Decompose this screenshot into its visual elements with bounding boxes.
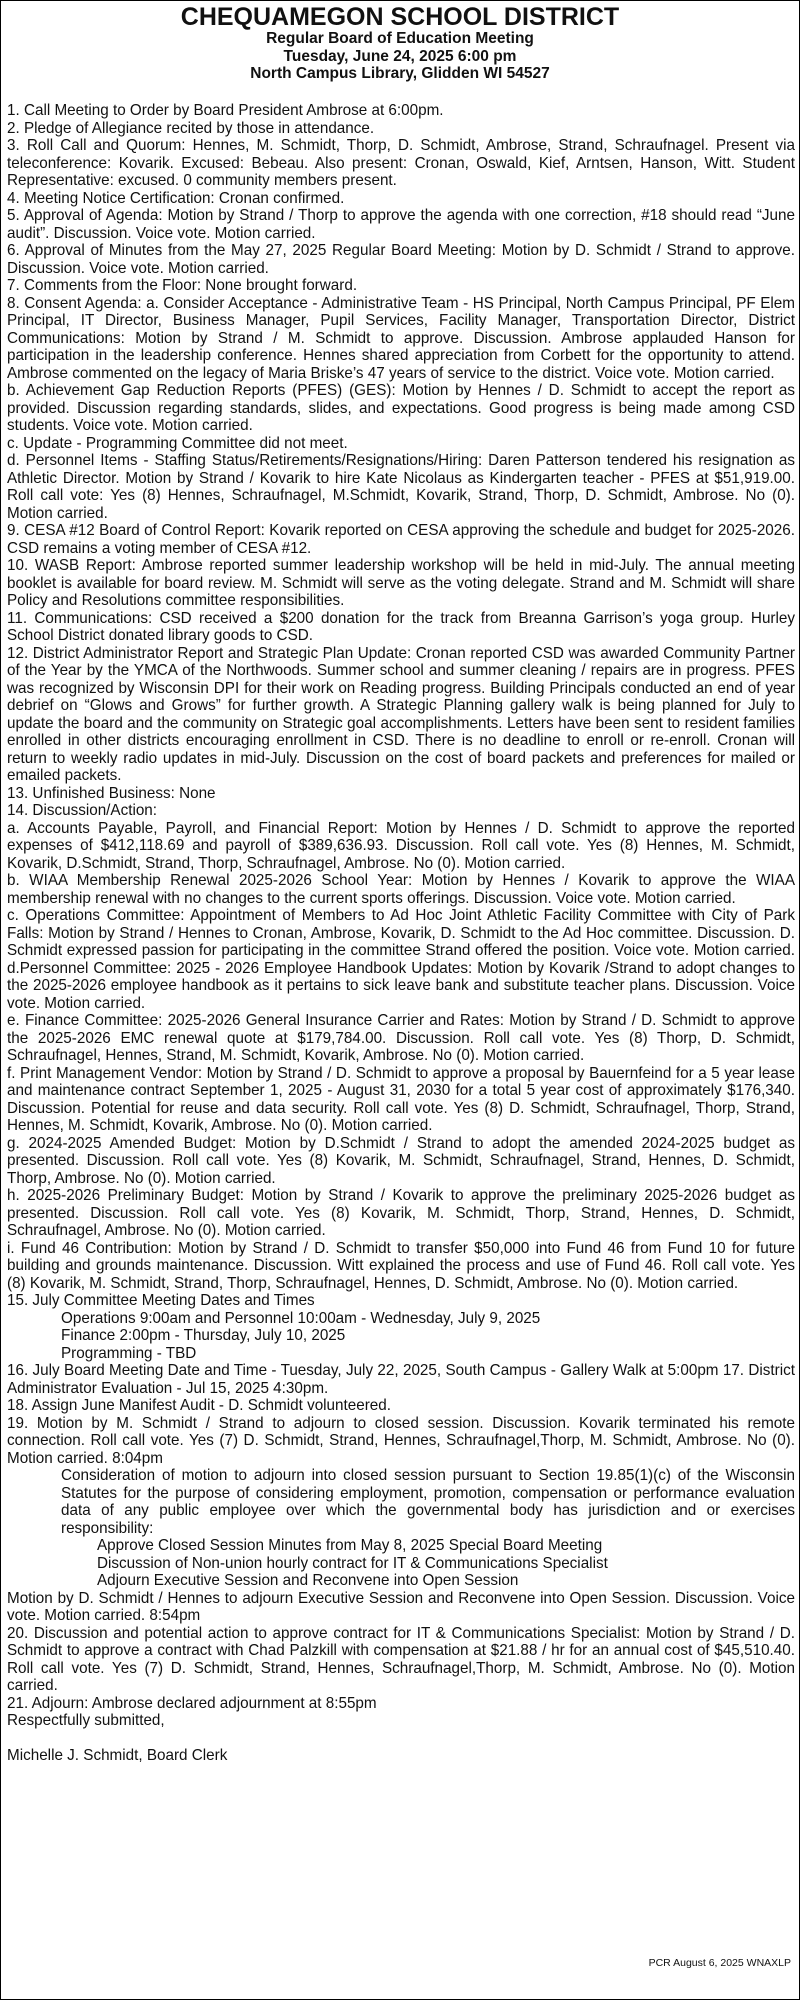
item-5: 5. Approval of Agenda: Motion by Strand / Thorp to approve the agenda with one correction, #18 should read “June audit”. Discussion. Voice vote. Motion carried. xyxy=(7,207,795,242)
district-title: CHEQUAMEGON SCHOOL DISTRICT xyxy=(180,3,620,31)
item-14g: g. 2024-2025 Amended Budget: Motion by D.Schmidt / Strand to adopt the amended 2024-2025 budget as presented. Discussion. Roll call vote. Yes (8) Kovarik, M. Schmidt, Schraufnagel, Strand, Hennes, D. Schmidt, Thorp, Ambrose. No (0). Motion carried. xyxy=(7,1134,795,1187)
item-15-finance: Finance 2:00pm - Thursday, July 10, 2025 xyxy=(61,1327,346,1344)
item-15: 15. July Committee Meeting Dates and Times xyxy=(7,1292,315,1309)
meeting-subtitle: Regular Board of Education Meeting xyxy=(266,30,534,47)
meeting-location: North Campus Library, Glidden WI 54527 xyxy=(250,65,550,82)
item-14: 14. Discussion/Action: xyxy=(7,802,158,819)
spacer xyxy=(7,1730,795,1748)
item-14c: c. Operations Committee: Appointment of Members to Ad Hoc Joint Athletic Facility Committee with City of Park Falls: Motion by Strand / Hennes to Cronan, Ambrose, Kovarik, D. Schmidt to the Ad Hoc committee. Discussion. D. Schmidt expressed passion for participating in the committee Strand offered the position. Voice vote. Motion carried. d.Personnel Committee: 2025 - 2026 Employee Handbook Updates: Motion by Kovarik /Strand to adopt changes to the 2025-2026 employee handbook as it pertains to sick leave bank and substitute teacher plans. Discussion. Voice vote. Motion carried. xyxy=(7,907,795,1012)
item-21: 21. Adjourn: Ambrose declared adjournment at 8:55pm xyxy=(7,1694,377,1712)
item-1: 1. Call Meeting to Order by Board President Ambrose at 6:00pm. xyxy=(7,102,444,119)
item-14i: i. Fund 46 Contribution: Motion by Strand / D. Schmidt to transfer $50,000 into Fund 46 from Fund 10 for future building and grounds maintenance. Discussion. Witt explained the process and use of Fund 46. Roll call vote. Yes (8) Kovarik, M. Schmidt, Strand, Thorp, Schraufnagel, Hennes, D. Schmidt, Ambrose. No (0). Motion carried. xyxy=(7,1239,795,1292)
notice-header xyxy=(1,1,799,83)
item-14e: e. Finance Committee: 2025-2026 General Insurance Carrier and Rates: Motion by Strand / D. Schmidt to approve the 2025-2026 EMC renewal quote at $179,784.00. Discussion. Roll call vote. Yes (8) Thorp, D. Schmidt, Schraufnagel, Hennes, Strand, M. Schmidt, Kovarik, Ambrose. No (0). Motion carried. xyxy=(7,1012,795,1064)
item-13: 13. Unfinished Business: None xyxy=(7,784,216,802)
item-4: 4. Meeting Notice Certification: Cronan confirmed. xyxy=(7,189,345,207)
item-7: 7. Comments from the Floor: None brought forward. xyxy=(7,277,358,294)
item-6: 6. Approval of Minutes from the May 27, 2025 Regular Board Meeting: Motion by D. Schmidt / Strand to approve. Discussion. Voice vote. Motion carried. xyxy=(7,242,795,277)
item-8b: b. Achievement Gap Reduction Reports (PFES) (GES): Motion by Hennes / D. Schmidt to accept the report as provided. Discussion regarding standards, slides, and expectations. Good progress is being made among CSD students. Voice vote. Motion carried. xyxy=(7,382,795,434)
item-10: 10. WASB Report: Ambrose reported summer leadership workshop will be held in mid-July. The annual meeting booklet is available for board review. M. Schmidt will serve as the voting delegate. Strand and M. Schmidt will share Policy and Resolutions committee responsibilities. xyxy=(7,557,795,609)
item-8d: d. Personnel Items - Staffing Status/Retirements/Resignations/Hiring: Daren Patterson tendered his resignation as Athletic Director. Motion by Strand / Kovarik to hire Kate Nicolaus as Kindergarten teacher - PFES at $51,919.00. Roll call vote: Yes (8) Hennes, Schraufnagel, M.Schmidt, Kovarik, Strand, Thorp, D. Schmidt, Ambrose. No (0). Motion carried. xyxy=(7,452,795,522)
item-15-programming: Programming - TBD xyxy=(61,1344,197,1362)
item-19-agenda-3: Adjourn Executive Session and Reconvene into Open Session xyxy=(97,1572,519,1589)
item-3: 3. Roll Call and Quorum: Hennes, M. Schmidt, Thorp, D. Schmidt, Ambrose, Strand, Schraufnagel. Present via teleconference: Kovarik. Excused: Bebeau. Also present: Cronan, Oswald, Kief, Arntsen, Hanson, Witt. Student Representative: excused. 0 community members present. xyxy=(7,137,795,189)
publication-tag: PCR August 6, 2025 WNAXLP xyxy=(648,1957,791,1969)
item-14a: a. Accounts Payable, Payroll, and Financial Report: Motion by Hennes / D. Schmidt to approve the reported expenses of $412,118.69 and payroll of $389,636.93. Discussion. Roll call vote. Yes (8) Hennes, M. Schmidt, Kovarik, D.Schmidt, Strand, Thorp, Schraufnagel, Ambrose. No (0). Motion carried. xyxy=(7,819,795,872)
item-19-closed-session: Consideration of motion to adjourn into closed session pursuant to Section 19.85(1)(c) of the Wisconsin Statutes for the purpose of considering employment, promotion, compensation or performance evaluation data of any public employee over which the governmental body has jurisdiction and or exercises responsibility: xyxy=(61,1467,795,1537)
minutes-body xyxy=(7,102,795,1765)
item-19-agenda-1: Approve Closed Session Minutes from May 8, 2025 Special Board Meeting xyxy=(97,1537,603,1554)
item-12: 12. District Administrator Report and Strategic Plan Update: Cronan reported CSD was awarded Community Partner of the Year by the YMCA of the Northwoods. Summer school and summer cleaning / repairs are in progress. PFES was recognized by Wisconsin DPI for their work on Reading progress. Building Principals conducted an end of year debrief on “Glows and Grows” for further growth. A Strategic Planning gallery walk is being planned for July to update the board and the community on Strategic goal accomplishments. Letters have been sent to resident families enrolled in other districts encouraging enrollment in CSD. There is no deadline to enroll or re-enroll. Cronan will return to weekly radio updates in mid-July. Discussion on the cost of board packets and preferences for mailed or emailed packets. xyxy=(7,644,795,784)
item-14b: b. WIAA Membership Renewal 2025-2026 School Year: Motion by Hennes / Kovarik to approve the WIAA membership renewal with no changes to the current sports offerings. Discussion. Voice vote. Motion carried. xyxy=(7,872,795,907)
item-20: 20. Discussion and potential action to approve contract for IT & Communications Specialist: Motion by Strand / D. Schmidt to approve a contract with Chad Palzkill with compensation at $21.88 / hr for an annual cost of $45,510.40. Roll call vote. Yes (7) D. Schmidt, Strand, Hennes, Schraufnagel,Thorp, M. Schmidt, Ambrose. No (0). Motion carried. xyxy=(7,1624,795,1694)
item-18: 18. Assign June Manifest Audit - D. Schmidt volunteered. xyxy=(7,1397,391,1414)
meeting-date: Tuesday, June 24, 2025 6:00 pm xyxy=(283,47,517,65)
item-2: 2. Pledge of Allegiance recited by those in attendance. xyxy=(7,119,375,137)
item-19-reconvene: Motion by D. Schmidt / Hennes to adjourn Executive Session and Reconvene into Open Session. Discussion. Voice vote. Motion carried. 8:54pm xyxy=(7,1589,795,1624)
item-14f: f. Print Management Vendor: Motion by Strand / D. Schmidt to approve a proposal by Bauernfeind for a 5 year lease and maintenance contract September 1, 2025 - August 31, 2030 for a total 5 year cost of approximately $176,340. Discussion. Potential for reuse and data security. Roll call vote. Yes (8) D. Schmidt, Schraufnagel, Thorp, Strand, Hennes, M. Schmidt, Kovarik, Ambrose. No (0). Motion carried. xyxy=(7,1064,795,1134)
item-14h: h. 2025-2026 Preliminary Budget: Motion by Strand / Kovarik to approve the preliminary 2025-2026 budget as presented. Discussion. Roll call vote. Yes (8) Kovarik, M. Schmidt, Thorp, Strand, Hennes, D. Schmidt, Schraufnagel, Ambrose. No (0). Motion carried. xyxy=(7,1187,795,1239)
item-8c: c. Update - Programming Committee did not meet. xyxy=(7,434,348,452)
item-8a: 8. Consent Agenda: a. Consider Acceptance - Administrative Team - HS Principal, North Campus Principal, PF Elem Principal, IT Director, Business Manager, Pupil Services, Facility Manager, Transportation Director, District Communications: Motion by Strand / M. Schmidt to approve. Discussion. Ambrose applauded Hanson for participation in the leadership conference. Hennes shared appreciation from Corbett for the opportunity to attend. Ambrose commented on the legacy of Maria Briske’s 47 years of service to the district. Voice vote. Motion carried. xyxy=(7,294,795,382)
item-19-agenda-2: Discussion of Non-union hourly contract for IT & Communications Specialist xyxy=(97,1554,608,1572)
closing-line: Respectfully submitted, xyxy=(7,1712,165,1729)
item-9: 9. CESA #12 Board of Control Report: Kovarik reported on CESA approving the schedule and budget for 2025-2026. CSD remains a voting member of CESA #12. xyxy=(7,522,795,557)
item-19: 19. Motion by M. Schmidt / Strand to adjourn to closed session. Discussion. Kovarik terminated his remote connection. Roll call vote. Yes (7) D. Schmidt, Strand, Hennes, Schraufnagel,Thorp, M. Schmidt, Ambrose. No (0). Motion carried. 8:04pm xyxy=(7,1414,795,1467)
item-11: 11. Communications: CSD received a $200 donation for the track from Breanna Garrison’s yoga group. Hurley School District donated library goods to CSD. xyxy=(7,609,795,644)
clerk-signature: Michelle J. Schmidt, Board Clerk xyxy=(7,1747,228,1764)
item-16-17: 16. July Board Meeting Date and Time - Tuesday, July 22, 2025, South Campus - Gallery Walk at 5:00pm 17. District Administrator Evaluation - Jul 15, 2025 4:30pm. xyxy=(7,1362,795,1397)
item-15-operations: Operations 9:00am and Personnel 10:00am - Wednesday, July 9, 2025 xyxy=(61,1309,541,1327)
